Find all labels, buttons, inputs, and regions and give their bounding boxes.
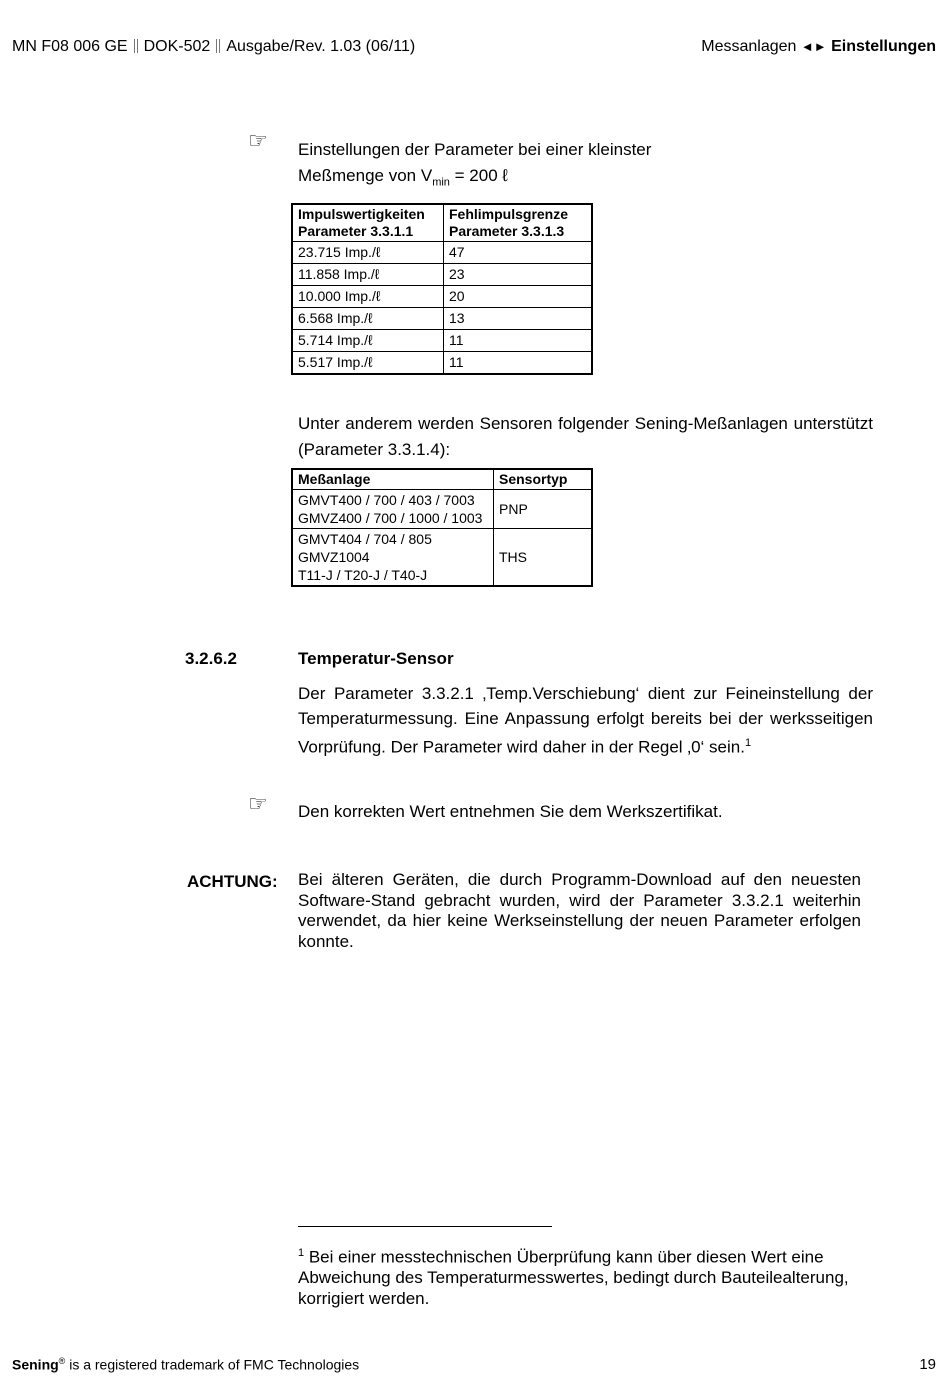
table-cell: GMVT400 / 700 / 403 / 7003 GMVZ400 / 700 / 1000 / 1003 bbox=[292, 490, 494, 529]
table-cell: 10.000 Imp./ℓ bbox=[292, 286, 444, 308]
section-title: Temperatur-Sensor bbox=[298, 649, 454, 668]
document-header-right bbox=[701, 38, 936, 56]
footnote-ref: 1 bbox=[744, 737, 752, 749]
table-row bbox=[292, 529, 592, 587]
table-cell: 11.858 Imp./ℓ bbox=[292, 264, 444, 286]
table-row bbox=[292, 286, 592, 308]
note-line-2: Meßmenge von $V_{min} = 200$ ℓ bbox=[298, 166, 508, 189]
revision: Ausgabe/Rev. 1.03 (06/11) bbox=[226, 38, 416, 55]
table-header-row bbox=[292, 469, 592, 490]
table-cell: 23.715 Imp./ℓ bbox=[292, 242, 444, 264]
separator bbox=[216, 39, 220, 53]
section-paragraph: Der Parameter 3.3.2.1 ‚Temp.Verschiebung‘ dient zur Feineinstellung der Temperaturmessung. Eine Anpassung erfolgt bereits bei der werksseitigen Vorprüfung. Der Parameter wird daher in der Regel ‚0‘ sein.$^1$ bbox=[298, 684, 873, 757]
section-current: Einstellungen bbox=[831, 38, 936, 55]
table-header-cell: Fehlimpulsgrenze Parameter 3.3.1.3 bbox=[444, 204, 593, 242]
table-cell: 13 bbox=[444, 308, 593, 330]
table-cell: 5.517 Imp./ℓ bbox=[292, 352, 444, 375]
pointing-hand-icon: ☞ bbox=[248, 791, 268, 816]
table-cell: 11 bbox=[444, 352, 593, 375]
note-certificate: Den korrekten Wert entnehmen Sie dem Werkszertifikat. bbox=[298, 802, 723, 821]
table-cell: 11 bbox=[444, 330, 593, 352]
table-cell: GMVT404 / 704 / 805 GMVZ1004 T11-J / T20-J / T40-J bbox=[292, 529, 494, 587]
footnote: $^1$ Bei einer messtechnischen Überprüfung kann über diesen Wert eine Abweichung des Temperaturmesswertes, bedingt durch Bauteilealterung, korrigiert werden. bbox=[298, 1247, 849, 1308]
table-row bbox=[292, 242, 592, 264]
footnote-divider bbox=[298, 1226, 552, 1227]
separator bbox=[134, 39, 138, 53]
impulse-table bbox=[291, 203, 593, 375]
table-header-row bbox=[292, 204, 592, 242]
table-row bbox=[292, 330, 592, 352]
table-row bbox=[292, 352, 592, 375]
table-cell: 5.714 Imp./ℓ bbox=[292, 330, 444, 352]
table-header-cell: Meßanlage bbox=[292, 469, 494, 490]
pointing-hand-icon: ☞ bbox=[248, 128, 268, 153]
note-parameter-settings bbox=[298, 137, 651, 195]
section-number: 3.2.6.2 bbox=[185, 649, 237, 668]
section-crumb: Messanlagen bbox=[701, 38, 797, 55]
table-row bbox=[292, 264, 592, 286]
footer-trademark: Sening® is a registered trademark of FMC Technologies bbox=[12, 1356, 360, 1373]
warning-label: ACHTUNG: bbox=[187, 872, 278, 891]
table-cell: 20 bbox=[444, 286, 593, 308]
doc-id: MN F08 006 GE bbox=[12, 38, 128, 55]
table-header-cell: Sensortyp bbox=[494, 469, 593, 490]
sensor-intro-paragraph: Unter anderem werden Sensoren folgender Sening-Meßanlagen unterstützt (Parameter 3.3.1.4): bbox=[298, 414, 873, 459]
page-number: 19 bbox=[919, 1356, 936, 1373]
table-cell: THS bbox=[494, 529, 593, 587]
note-line-1: Einstellungen der Parameter bei einer kleinster bbox=[298, 140, 652, 159]
nav-arrows-icon: ◄► bbox=[800, 39, 827, 54]
table-header-cell: Impulswertigkeiten Parameter 3.3.1.1 bbox=[292, 204, 444, 242]
table-row bbox=[292, 490, 592, 529]
doc-ref: DOK-502 bbox=[143, 38, 211, 55]
sensor-table bbox=[291, 468, 593, 587]
table-cell: 6.568 Imp./ℓ bbox=[292, 308, 444, 330]
warning-text: Bei älteren Geräten, die durch Programm-Download auf den neuesten Software-Stand gebracht wurden, wird der Parameter 3.3.2.1 weiterhin verwendet, da hier keine Werkseinstellung der neuen Parameter erfolgen konnte. bbox=[298, 870, 861, 951]
table-cell: 47 bbox=[444, 242, 593, 264]
table-row bbox=[292, 308, 592, 330]
table-cell: PNP bbox=[494, 490, 593, 529]
table-cell: 23 bbox=[444, 264, 593, 286]
document-header-left bbox=[12, 38, 415, 56]
